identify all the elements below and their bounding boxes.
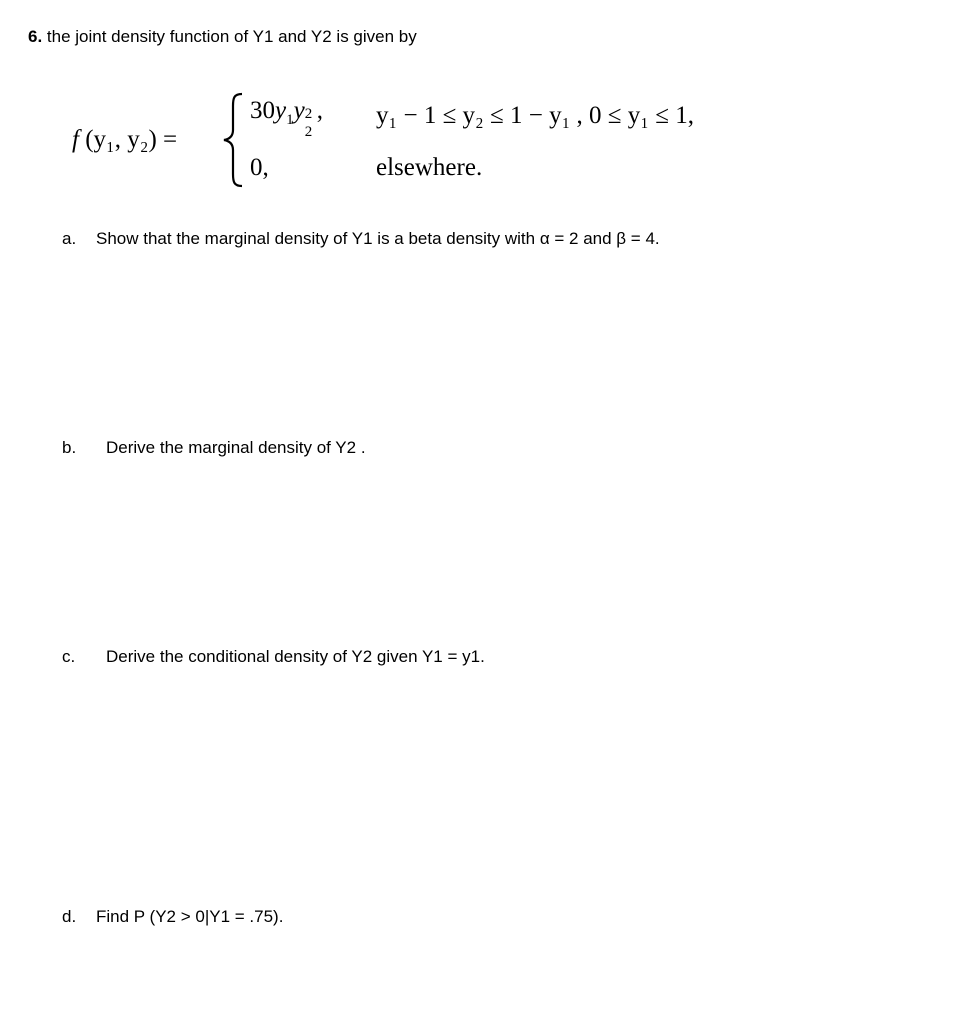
case1-comma: , bbox=[316, 97, 323, 124]
question-number: 6. bbox=[28, 27, 43, 46]
case1-sup-2: 2 bbox=[304, 106, 313, 122]
piecewise-brace bbox=[220, 90, 250, 190]
part-d-text: Find P (Y2 > 0|Y1 = .75). bbox=[96, 907, 284, 926]
case1-var-y1: y bbox=[275, 97, 287, 124]
case1-sub-2: 2 bbox=[304, 124, 313, 140]
formula-arguments: (y₁, y₂) = bbox=[85, 126, 178, 153]
case1-expression bbox=[250, 97, 323, 140]
part-c-label: c. bbox=[62, 647, 76, 666]
formula-lhs bbox=[72, 126, 177, 154]
formula-function-name: f bbox=[72, 126, 79, 153]
part-b-label: b. bbox=[62, 438, 77, 457]
case1-var-y2: y bbox=[293, 97, 305, 124]
case2-condition: elsewhere. bbox=[376, 154, 483, 181]
part-b-text: Derive the marginal density of Y2 . bbox=[106, 438, 366, 457]
part-a-label: a. bbox=[62, 229, 77, 248]
part-c-text: Derive the conditional density of Y2 given Y1 = y1. bbox=[106, 647, 485, 666]
question-intro: the joint density function of Y1 and Y2 is given by bbox=[42, 27, 417, 46]
part-d-label: d. bbox=[62, 907, 77, 926]
case1-sub-1: 1 bbox=[286, 112, 294, 128]
part-a-text: Show that the marginal density of Y1 is a beta density with α = 2 and β = 4. bbox=[96, 229, 660, 248]
question-heading bbox=[28, 27, 417, 47]
case1-coefficient: 30 bbox=[250, 97, 275, 124]
case1-condition: y₁ − 1 ≤ y₂ ≤ 1 − y₁ , 0 ≤ y₁ ≤ 1, bbox=[376, 102, 694, 129]
case2-expression: 0, bbox=[250, 154, 269, 181]
